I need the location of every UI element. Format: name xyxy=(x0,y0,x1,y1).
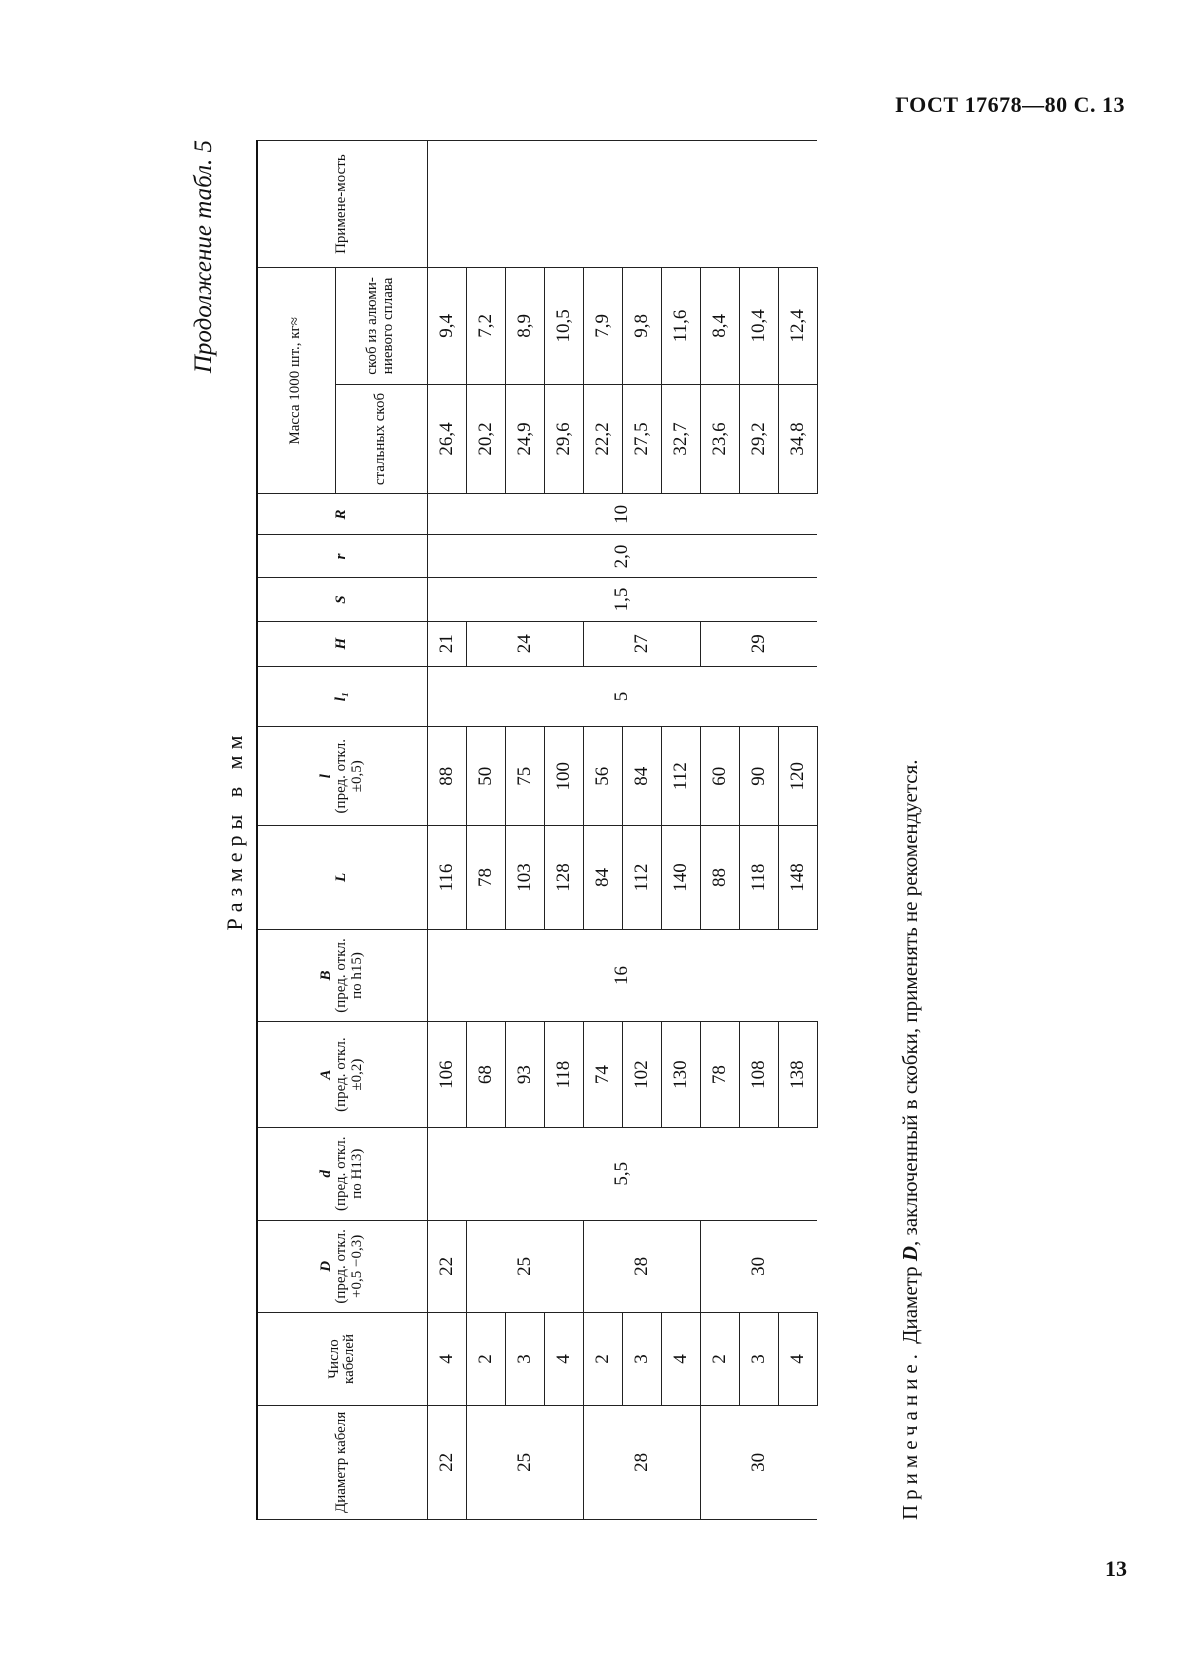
H-cell: 21 xyxy=(427,621,466,666)
A-cell: 78 xyxy=(700,1022,739,1128)
num-cables-cell: 2 xyxy=(700,1313,739,1406)
note-text-before: Диаметр xyxy=(898,1261,922,1350)
table-title: Размеры в мм xyxy=(222,729,247,931)
L-cell: 103 xyxy=(505,826,544,929)
D-cell: 28 xyxy=(583,1220,700,1313)
D-cell: 22 xyxy=(427,1220,466,1313)
mass-alum-cell: 7,9 xyxy=(583,268,622,384)
header-mass-steel: стальных скоб xyxy=(335,384,427,494)
l-cell: 60 xyxy=(700,727,739,826)
applicability-cell xyxy=(427,141,817,268)
d-cell: 5,5 xyxy=(427,1127,817,1220)
header-num-cables: Число кабелей xyxy=(257,1313,427,1406)
mass-alum-cell: 12,4 xyxy=(778,268,817,384)
mass-steel-cell: 27,5 xyxy=(622,384,661,494)
L-cell: 112 xyxy=(622,826,661,929)
A-cell: 138 xyxy=(778,1022,817,1128)
D-tolerance: (пред. откл. +0,5 −0,3) xyxy=(333,1229,366,1304)
l-cell: 56 xyxy=(583,727,622,826)
A-cell: 118 xyxy=(544,1022,583,1128)
document-header: ГОСТ 17678—80 С. 13 xyxy=(895,92,1125,117)
mass-alum-cell: 11,6 xyxy=(661,268,700,384)
H-symbol: H xyxy=(333,637,350,650)
mass-alum-cell: 8,4 xyxy=(700,268,739,384)
num-cables-cell: 2 xyxy=(583,1313,622,1406)
header-diameter-cable: Диаметр кабеля xyxy=(257,1405,427,1519)
d-tolerance: (пред. откл. по Н13) xyxy=(333,1136,366,1211)
num-cables-cell: 4 xyxy=(661,1313,700,1406)
cable-diameter-cell: 22 xyxy=(427,1405,466,1519)
note-label: Примечание. xyxy=(898,1349,922,1520)
mass-steel-cell: 29,6 xyxy=(544,384,583,494)
l-cell: 75 xyxy=(505,727,544,826)
L-symbol: L xyxy=(333,872,350,883)
num-cables-cell: 2 xyxy=(466,1313,505,1406)
mass-steel-cell: 20,2 xyxy=(466,384,505,494)
A-cell: 68 xyxy=(466,1022,505,1128)
l-symbol: l xyxy=(317,774,334,779)
header-D xyxy=(257,1220,427,1313)
A-cell: 106 xyxy=(427,1022,466,1128)
table-row xyxy=(544,141,583,1520)
table-row xyxy=(583,141,622,1520)
L-cell: 148 xyxy=(778,826,817,929)
L-cell: 140 xyxy=(661,826,700,929)
L-cell: 88 xyxy=(700,826,739,929)
num-cables-cell: 4 xyxy=(544,1313,583,1406)
header-d xyxy=(257,1127,427,1220)
table-note xyxy=(898,759,923,1520)
R-symbol: R xyxy=(333,509,350,520)
header-B xyxy=(257,929,427,1022)
mass-steel-cell: 29,2 xyxy=(739,384,778,494)
r-cell: 2,0 xyxy=(427,535,817,578)
l-cell: 112 xyxy=(661,727,700,826)
header-l1 xyxy=(257,666,427,726)
num-cables-cell: 3 xyxy=(505,1313,544,1406)
d-symbol: d xyxy=(317,1169,334,1178)
H-cell: 29 xyxy=(700,621,817,666)
l-cell: 88 xyxy=(427,727,466,826)
table-row xyxy=(505,141,544,1520)
header-L xyxy=(257,826,427,929)
mass-alum-cell: 8,9 xyxy=(505,268,544,384)
cable-diameter-cell: 25 xyxy=(466,1405,583,1519)
table-row xyxy=(739,141,778,1520)
L-cell: 84 xyxy=(583,826,622,929)
header-r xyxy=(257,535,427,578)
D-cell: 25 xyxy=(466,1220,583,1313)
L-cell: 116 xyxy=(427,826,466,929)
table-row xyxy=(622,141,661,1520)
mass-alum-cell: 9,4 xyxy=(427,268,466,384)
table-row xyxy=(778,141,817,1520)
A-cell: 93 xyxy=(505,1022,544,1128)
D-symbol: D xyxy=(317,1260,334,1272)
S-symbol: S xyxy=(333,595,350,604)
l-tolerance: (пред. откл. ±0,5) xyxy=(333,738,366,814)
D-cell: 30 xyxy=(700,1220,817,1313)
L-cell: 128 xyxy=(544,826,583,929)
A-cell: 130 xyxy=(661,1022,700,1128)
page-number: 13 xyxy=(1105,1556,1127,1581)
note-text-after: , заключенный в скобки, применять не рекомендуется. xyxy=(898,759,922,1246)
header-l xyxy=(257,727,427,826)
header-H xyxy=(257,621,427,666)
num-cables-cell: 3 xyxy=(622,1313,661,1406)
mass-steel-cell: 34,8 xyxy=(778,384,817,494)
L-cell: 118 xyxy=(739,826,778,929)
num-cables-cell: 4 xyxy=(427,1313,466,1406)
table-row xyxy=(661,141,700,1520)
rotated-table-block xyxy=(190,140,950,1520)
table-row xyxy=(427,141,466,1520)
table-row xyxy=(466,141,505,1520)
header-S xyxy=(257,578,427,621)
l-cell: 120 xyxy=(778,727,817,826)
l-cell: 90 xyxy=(739,727,778,826)
note-symbol: D xyxy=(898,1245,922,1262)
cable-diameter-cell: 30 xyxy=(700,1405,817,1519)
B-symbol: B xyxy=(317,970,334,981)
L-cell: 78 xyxy=(466,826,505,929)
mass-steel-cell: 32,7 xyxy=(661,384,700,494)
l-cell: 84 xyxy=(622,727,661,826)
l1-symbol: l₁ xyxy=(333,691,350,702)
mass-alum-cell: 9,8 xyxy=(622,268,661,384)
table-row xyxy=(700,141,739,1520)
table-caption: Продолжение табл. 5 xyxy=(190,140,217,374)
num-cables-cell: 4 xyxy=(778,1313,817,1406)
header-applicability: Примене-мость xyxy=(257,141,427,268)
mass-alum-cell: 10,5 xyxy=(544,268,583,384)
mass-alum-cell: 7,2 xyxy=(466,268,505,384)
mass-steel-cell: 22,2 xyxy=(583,384,622,494)
header-mass-alum: скоб из алюми-ниевого сплава xyxy=(335,268,427,384)
A-cell: 74 xyxy=(583,1022,622,1128)
dimensions-table xyxy=(256,140,818,1520)
H-cell: 27 xyxy=(583,621,700,666)
l-cell: 50 xyxy=(466,727,505,826)
S-cell: 1,5 xyxy=(427,578,817,621)
H-cell: 24 xyxy=(466,621,583,666)
B-tolerance: (пред. откл. по h15) xyxy=(333,938,366,1013)
num-cables-cell: 3 xyxy=(739,1313,778,1406)
mass-steel-cell: 26,4 xyxy=(427,384,466,494)
mass-alum-cell: 10,4 xyxy=(739,268,778,384)
A-cell: 108 xyxy=(739,1022,778,1128)
header-mass-group: Масса 1000 шт., кг≈ xyxy=(257,268,335,494)
header-R xyxy=(257,494,427,535)
A-symbol: A xyxy=(317,1069,334,1080)
A-tolerance: (пред. откл. ±0,2) xyxy=(333,1037,366,1112)
B-cell: 16 xyxy=(427,929,817,1022)
l-cell: 100 xyxy=(544,727,583,826)
r-symbol: r xyxy=(333,553,350,560)
mass-steel-cell: 24,9 xyxy=(505,384,544,494)
cable-diameter-cell: 28 xyxy=(583,1405,700,1519)
l1-cell: 5 xyxy=(427,666,817,726)
A-cell: 102 xyxy=(622,1022,661,1128)
mass-steel-cell: 23,6 xyxy=(700,384,739,494)
header-A xyxy=(257,1022,427,1128)
R-cell: 10 xyxy=(427,494,817,535)
